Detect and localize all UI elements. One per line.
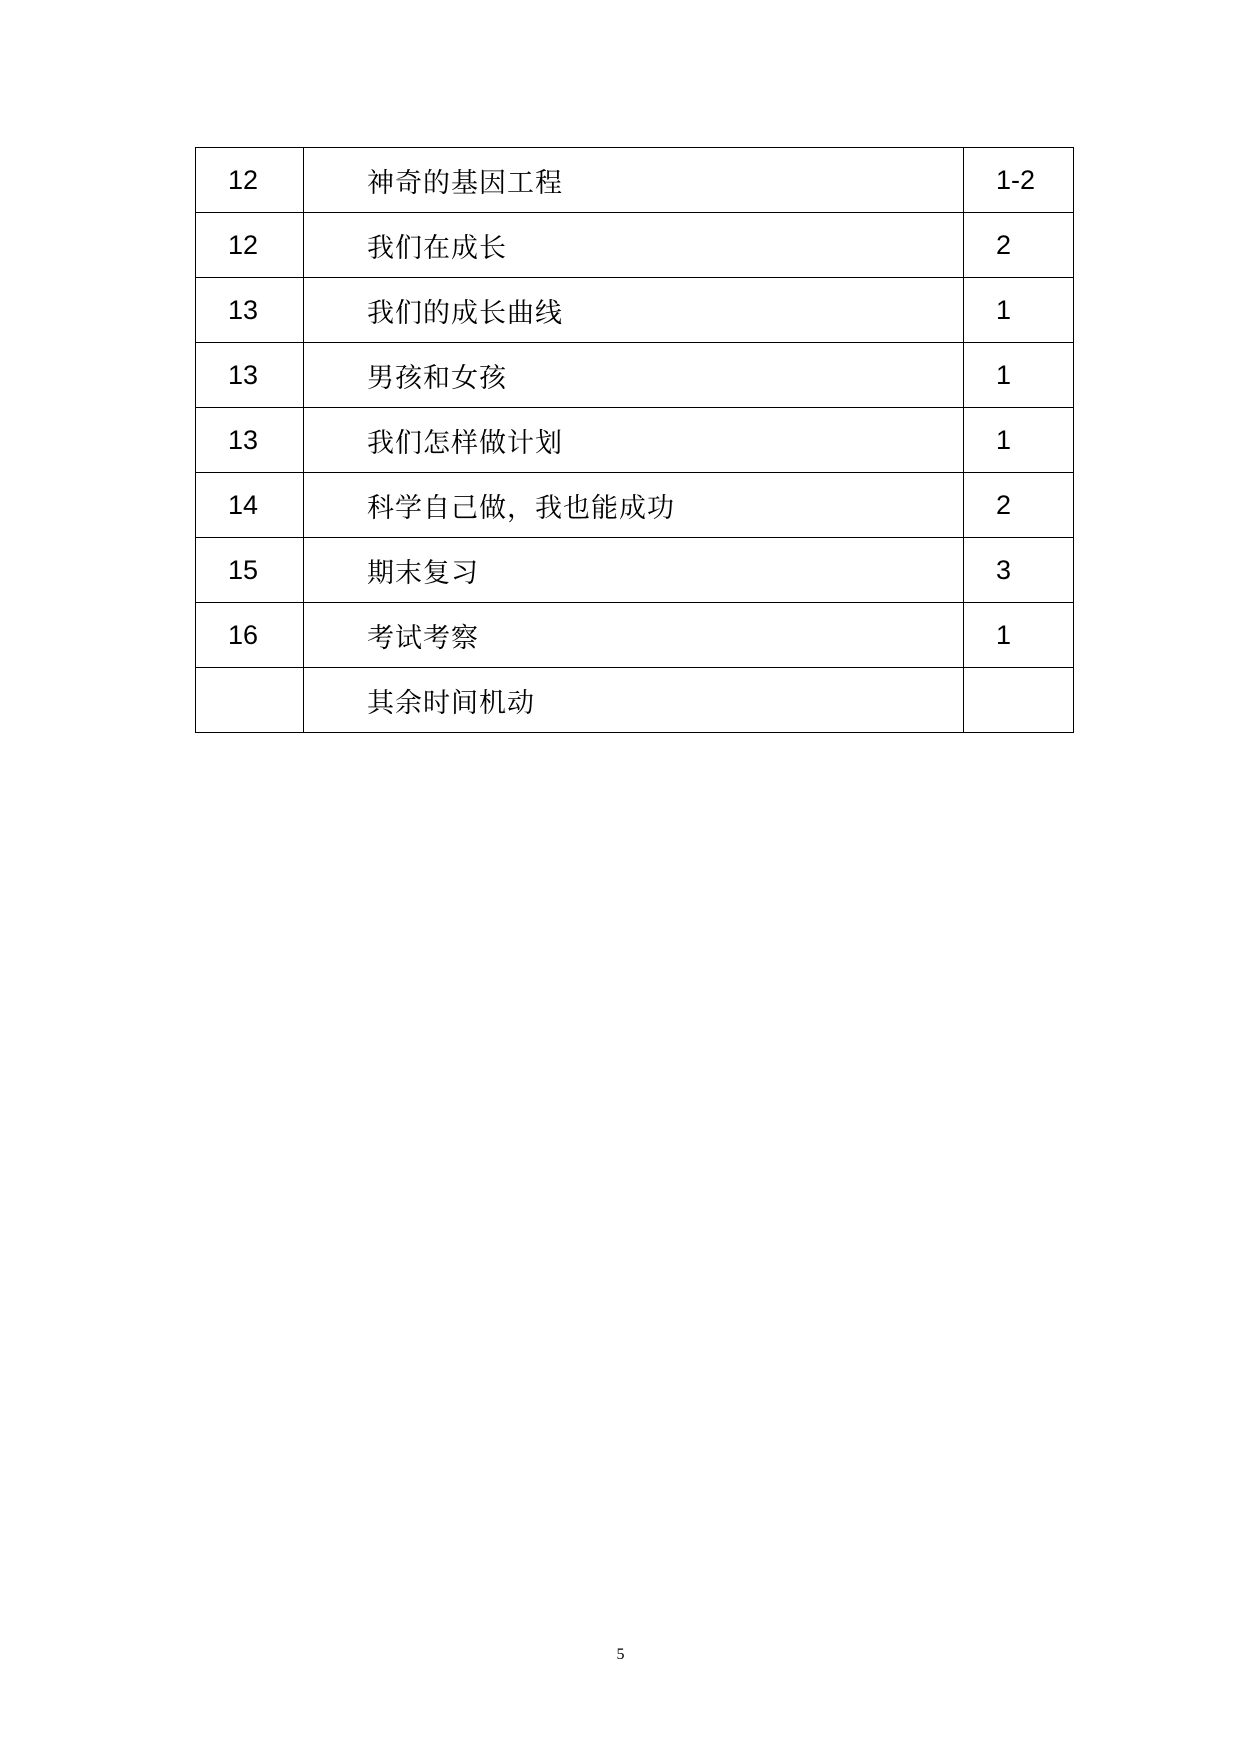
topic-cell: 我们的成长曲线: [304, 278, 964, 343]
hours-cell: 1-2: [964, 148, 1074, 213]
table-row: [196, 473, 1074, 538]
hours-cell: 1: [964, 603, 1074, 668]
week-cell: 15: [196, 538, 304, 603]
table-row: [196, 603, 1074, 668]
table-row: [196, 408, 1074, 473]
schedule-table-body: [196, 148, 1074, 733]
table-row: [196, 148, 1074, 213]
topic-cell: 神奇的基因工程: [304, 148, 964, 213]
table-row: [196, 213, 1074, 278]
schedule-table: [195, 147, 1074, 733]
table-row: [196, 668, 1074, 733]
hours-cell: 3: [964, 538, 1074, 603]
week-cell: 13: [196, 408, 304, 473]
hours-cell: [964, 668, 1074, 733]
topic-cell: 科学自己做，我也能成功: [304, 473, 964, 538]
week-cell: 12: [196, 148, 304, 213]
hours-cell: 1: [964, 408, 1074, 473]
week-cell: 16: [196, 603, 304, 668]
topic-cell: 其余时间机动: [304, 668, 964, 733]
table-row: [196, 538, 1074, 603]
week-cell: 14: [196, 473, 304, 538]
hours-cell: 1: [964, 278, 1074, 343]
week-cell: [196, 668, 304, 733]
week-cell: 13: [196, 343, 304, 408]
hours-cell: 2: [964, 213, 1074, 278]
topic-cell: 我们怎样做计划: [304, 408, 964, 473]
page-number: 5: [616, 1646, 625, 1663]
topic-cell: 考试考察: [304, 603, 964, 668]
table-row: [196, 278, 1074, 343]
week-cell: 13: [196, 278, 304, 343]
topic-cell: 期末复习: [304, 538, 964, 603]
topic-cell: 我们在成长: [304, 213, 964, 278]
hours-cell: 1: [964, 343, 1074, 408]
hours-cell: 2: [964, 473, 1074, 538]
table-row: [196, 343, 1074, 408]
week-cell: 12: [196, 213, 304, 278]
topic-cell: 男孩和女孩: [304, 343, 964, 408]
